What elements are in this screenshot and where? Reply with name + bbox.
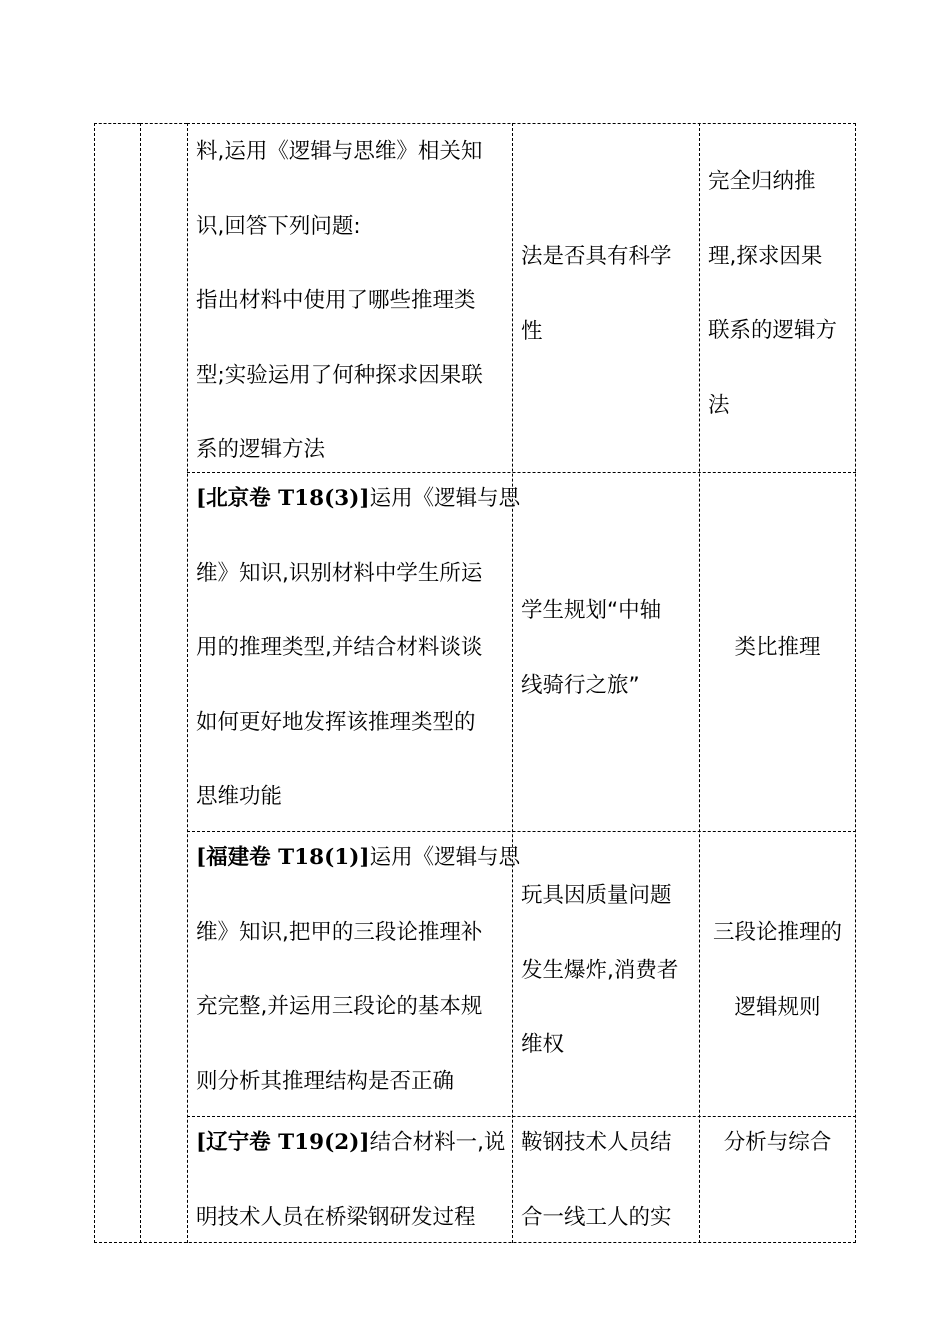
text-line: 维》知识,识别材料中学生所运 [196,560,483,586]
text-line: 充完整,并运用三段论的基本规 [196,994,483,1019]
table-border-right [855,123,856,1243]
exam-source-tag: [北京卷 T18(3)] [196,486,370,511]
knowledge-cell [708,145,837,443]
text-line: 维权 [521,1032,565,1057]
text-line: 维》知识,把甲的三段论推理补 [196,919,483,945]
text-line: 指出材料中使用了哪些推理类 [196,288,476,313]
knowledge-cell [700,1106,855,1181]
text-line: 线骑行之旅” [521,672,640,698]
knowledge-cell [700,896,855,1045]
text-line: 料,运用《逻辑与思维》相关知 [196,139,483,164]
text-line: 用的推理类型,并结合材料谈谈 [196,635,483,660]
text-line: 联系的逻辑方 [708,318,838,343]
text-line: 逻辑规则 [734,994,821,1020]
text-fragment: 结合材料一,说 [369,1130,506,1155]
text-fragment: 运用《逻辑与思 [369,845,521,870]
text-line: 法是否具有科学 [521,244,672,269]
table-border-top [94,123,140,124]
text-line: 理,探求因果 [708,243,823,269]
text-line: 完全归纳推 [708,169,816,194]
question-cell [196,462,520,835]
text-line: 型;实验运用了何种探求因果联 [196,362,483,388]
knowledge-cell [700,611,855,686]
text-line [196,462,520,537]
text-line: 明技术人员在桥梁钢研发过程 [196,1204,476,1230]
text-line: 思维功能 [196,784,283,809]
text-line: 发生爆炸,消费者 [521,957,679,983]
exam-source-tag: [福建卷 T18(1)] [196,845,370,870]
text-line: 法 [708,392,730,418]
text-line: 合一线工人的实 [521,1204,672,1230]
text-line: 鞍钢技术人员结 [521,1130,672,1155]
material-cell [521,220,672,369]
text-line: 类比推理 [734,635,821,660]
text-line: 三段论推理的 [712,920,842,945]
table-border-left [94,123,95,1243]
column-divider [187,123,188,1243]
text-line: 则分析其推理结构是否正确 [196,1068,455,1094]
text-fragment: 运用《逻辑与思 [369,486,521,511]
text-line: 分析与综合 [723,1130,832,1155]
text-line [196,1106,505,1181]
material-cell [521,574,661,723]
text-line: 识,回答下列问题: [196,213,361,239]
column-divider [140,123,141,1243]
exam-table [94,123,856,1243]
exam-source-tag: [辽宁卷 T19(2)] [196,1130,370,1155]
text-line: 如何更好地发挥该推理类型的 [196,709,476,735]
text-line [196,821,520,896]
question-cell [196,821,520,1119]
material-cell [521,1106,672,1255]
text-line: 性 [521,318,543,344]
text-line: 玩具因质量问题 [521,883,672,908]
table-border-top [140,123,187,124]
question-cell [196,115,483,488]
question-cell [196,1106,505,1255]
text-line: 学生规划“中轴 [521,598,662,623]
material-cell [521,859,678,1083]
text-line: 系的逻辑方法 [196,437,326,462]
